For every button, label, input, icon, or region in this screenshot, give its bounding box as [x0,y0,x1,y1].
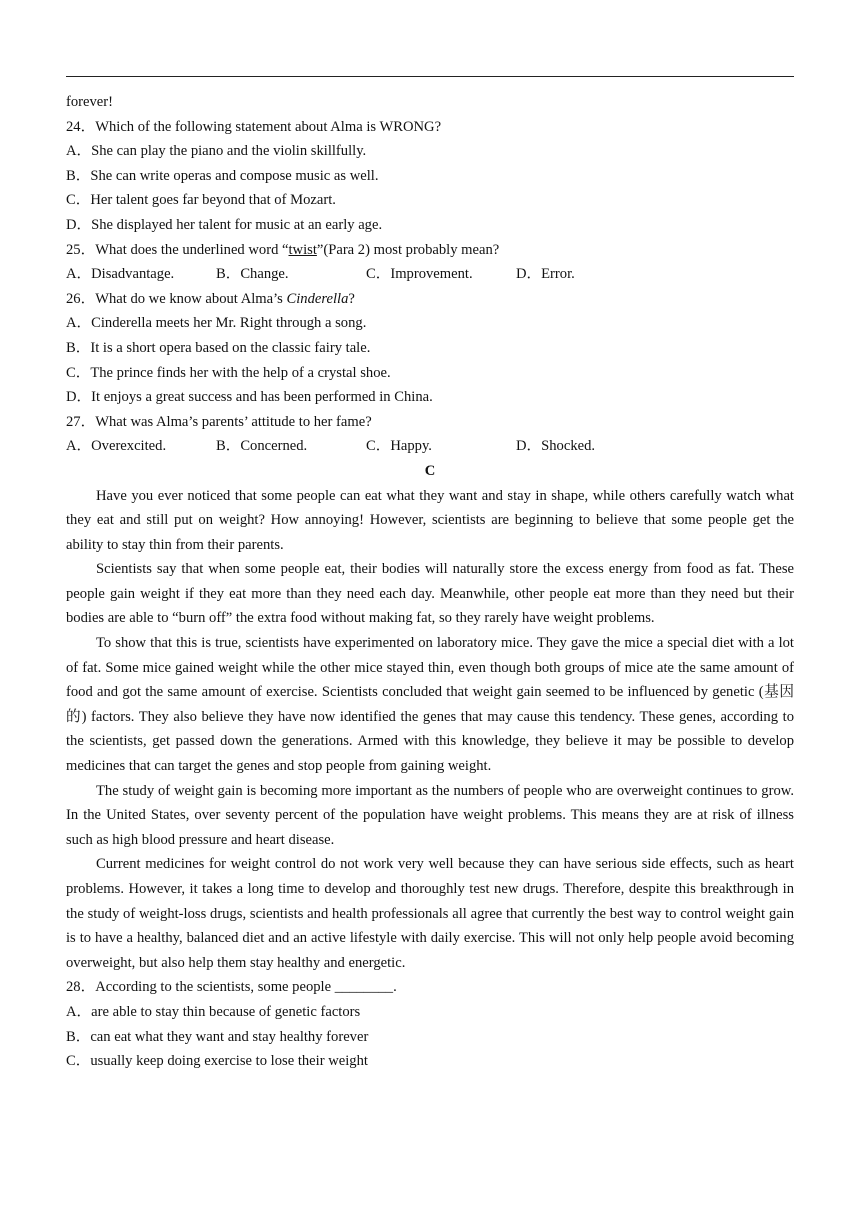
section-heading: C [424,462,436,479]
question-24-option-a: A．She can play the piano and the violin skillfully. [66,143,367,160]
question-26-option-b: B．It is a short opera based on the classic fairy tale. [66,339,371,356]
question-25-stem: 25．What does the underlined word “twist”(Para 2) most probably mean? [66,241,500,258]
question-27-options [66,434,794,459]
question-26-stem: 26．What do we know about Alma’s Cinderella? [66,290,355,307]
question-27-option-c: C．Happy. [366,438,432,455]
question-28-option-a: A．are able to stay thin because of genetic factors [66,1003,361,1020]
question-28-option-b: B．can eat what they want and stay healthy forever [66,1028,369,1045]
question-24-option-c: C．Her talent goes far beyond that of Mozart. [66,192,336,209]
question-25-options [66,262,794,287]
question-27-stem: 27．What was Alma’s parents’ attitude to her fame? [66,413,372,430]
document-body [66,90,794,1074]
passage-paragraph-2: Scientists say that when some people eat, their bodies will naturally store the excess energy from food as fat. These people gain weight if they eat more than they need each day. Meanwhile, other people eat more than they need but their bodies are able to “burn off” the extra food without making fat, so they rarely have weight problems. [66,561,794,627]
question-28-stem: 28．According to the scientists, some people ________. [66,979,397,996]
question-24-stem: 24．Which of the following statement about Alma is WRONG? [66,118,442,135]
question-25-option-b: B．Change. [216,266,289,283]
question-27-option-a: A．Overexcited. [66,438,167,455]
question-26-option-d: D．It enjoys a great success and has been performed in China. [66,389,433,406]
italic-title: Cinderella [286,290,349,307]
question-27-option-b: B．Concerned. [216,438,308,455]
question-25-option-d: D．Error. [516,266,575,283]
passage-fragment: forever! [66,94,113,110]
passage-paragraph-4: The study of weight gain is becoming more important as the numbers of people who are overweight continues to grow. In the United States, over seventy percent of the population have weight problems. This means they are at risk of illness such as high blood pressure and heart disease. [66,782,794,848]
question-25-option-c: C．Improvement. [366,266,473,283]
question-28-option-c: C．usually keep doing exercise to lose their weight [66,1053,368,1070]
question-27-option-d: D．Shocked. [516,438,596,455]
passage-paragraph-1: Have you ever noticed that some people can eat what they want and stay in shape, while others carefully watch what they eat and still put on weight? How annoying! However, scientists are beginning to believe that some people get the ability to stay thin from their parents. [66,487,794,553]
underlined-word: twist [288,241,317,258]
question-26-option-a: A．Cinderella meets her Mr. Right through a song. [66,315,367,332]
passage-paragraph-3: To show that this is true, scientists have experimented on laboratory mice. They gave the mice a special diet with a lot of fat. Some mice gained weight while the other mice stayed thin, even though both groups of mice ate the same amount of food and got the same amount of exercise. Scientists concluded that weight gain seemed to be influenced by genetic (基因的) factors. They also believe they have now identified the genes that may cause this tendency. These genes, according to the scientists, get passed down the generations. Armed with this knowledge, they believe it may be possible to develop medicines that can target the genes and stop people from gaining weight. [66,635,794,775]
question-26-option-c: C．The prince finds her with the help of a crystal shoe. [66,364,391,381]
question-24-option-d: D．She displayed her talent for music at an early age. [66,216,383,233]
question-25-option-a: A．Disadvantage. [66,266,175,283]
header-rule [66,76,794,77]
question-24-option-b: B．She can write operas and compose music as well. [66,167,379,184]
passage-paragraph-5: Current medicines for weight control do not work very well because they can have serious side effects, such as heart problems. However, it takes a long time to develop and thoroughly test new drugs. Therefore, despite this breakthrough in the study of weight-loss drugs, scientists and health professionals all agree that currently the best way to control weight gain is to have a healthy, balanced diet and an active lifestyle with daily exercise. This will not only help people avoid becoming overweight, but also help them stay healthy and energetic. [66,856,794,971]
